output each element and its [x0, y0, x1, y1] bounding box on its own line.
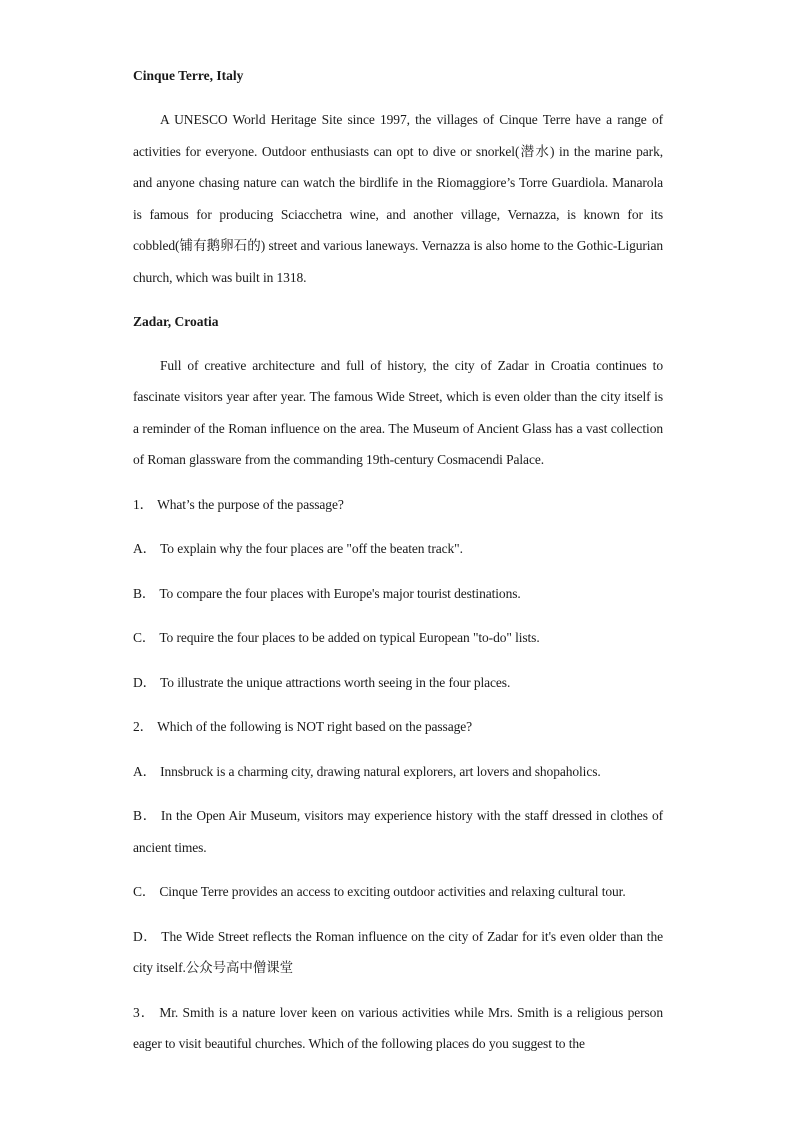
option-2a[interactable] [133, 756, 663, 788]
option-text: The Wide Street reflects the Roman influence on the city of Zadar for it's even older than the city itself.公众号高中僧课堂 [133, 928, 663, 975]
question-text: What’s the purpose of the passage? [157, 496, 344, 512]
question-3 [133, 997, 663, 1060]
question-2 [133, 711, 663, 743]
option-text: To compare the four places with Europe's major tourist destinations. [159, 585, 521, 601]
question-number: 3． [133, 1004, 156, 1020]
option-2b[interactable] [133, 800, 663, 863]
section-heading-cinque-terre: Cinque Terre, Italy [133, 68, 244, 83]
option-label: D． [133, 674, 157, 690]
option-label: B． [133, 585, 156, 601]
question-1 [133, 489, 663, 521]
section-body-zadar: Full of creative architecture and full of history, the city of Zadar in Croatia continues to fascinate visitors year after year. The famous Wide Street, which is even older than the city itself is a reminder of the Roman influence on the area. The Museum of Ancient Glass has a vast collection of Roman glassware from the commanding 19th-century Cosmacendi Palace. [133, 357, 663, 467]
question-text: Which of the following is NOT right based on the passage? [157, 719, 473, 734]
option-1b[interactable] [133, 578, 663, 610]
option-label: B． [133, 808, 157, 823]
option-label: A． [133, 541, 157, 556]
option-label: D． [133, 928, 158, 944]
option-text: To explain why the four places are "off the beaten track". [160, 541, 463, 556]
option-1a[interactable] [133, 533, 663, 565]
option-label: C． [133, 884, 156, 899]
option-text: Cinque Terre provides an access to exciting outdoor activities and relaxing cultural tour. [159, 884, 626, 899]
option-text: Innsbruck is a charming city, drawing natural explorers, art lovers and shopaholics. [160, 763, 601, 779]
option-1c[interactable] [133, 622, 663, 654]
option-text: To require the four places to be added on typical European "to-do" lists. [159, 630, 540, 645]
section-heading-zadar: Zadar, Croatia [133, 313, 219, 329]
option-label: A． [133, 763, 157, 779]
option-text: In the Open Air Museum, visitors may experience history with the staff dressed in clothes of ancient times. [133, 808, 663, 855]
option-2c[interactable] [133, 876, 663, 908]
question-number: 2． [133, 719, 154, 734]
question-number: 1． [133, 496, 154, 512]
option-text: To illustrate the unique attractions worth seeing in the four places. [160, 674, 511, 690]
option-label: C． [133, 630, 156, 645]
section-body-cinque-terre: A UNESCO World Heritage Site since 1997, the villages of Cinque Terre have a range of activities for everyone. Outdoor enthusiasts can opt to dive or snorkel(潜水) in the marine park, and anyone chasing nature can watch the birdlife in the Riomaggiore’s Torre Guardiola. Manarola is famous for producing Sciacchetra wine, and another village, Vernazza, is known for its cobbled(铺有鹅卵石的) street and various laneways. Vernazza is also home to the Gothic-Ligurian church, which was built in 1318. [133, 112, 663, 285]
option-2d[interactable] [133, 921, 663, 984]
option-1d[interactable] [133, 667, 663, 699]
document-page [133, 60, 663, 1060]
question-text: Mr. Smith is a nature lover keen on various activities while Mrs. Smith is a religious person eager to visit beautiful churches. Which of the following places do you suggest to the [133, 1004, 663, 1051]
